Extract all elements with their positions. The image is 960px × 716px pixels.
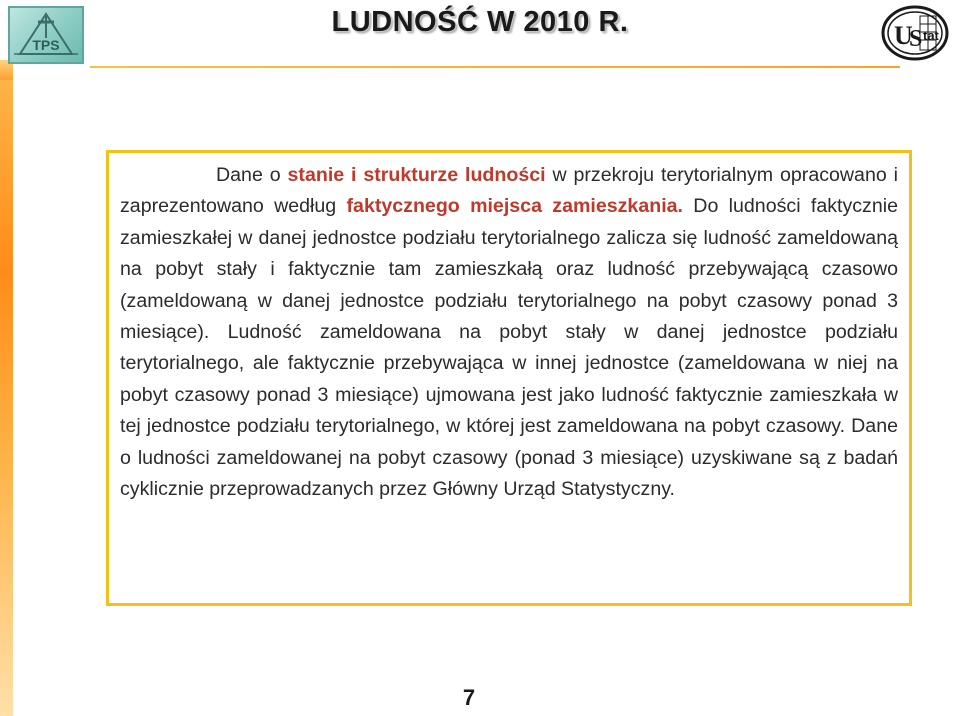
text-segment: Dane o: [216, 164, 288, 186]
svg-text:U: U: [894, 21, 913, 50]
body-paragraph: [120, 160, 898, 505]
text-segment: w przekroju terytorialnym opracowano i zaprezentowano według: [120, 164, 898, 218]
text-segment: Do ludności faktycznie zamieszkałej w danej jednostce podziału terytorialnego zalicza się ludność zameldowaną na pobyt stały i faktycznie tam zamieszkałą oraz ludność przebywającą czasowo (zameldowaną w danej jednostce podziału terytorialnego na pobyt czasowy ponad 3 miesiące). Ludność zameldowana na pobyt stały w danej jednostce podziału terytorialnego, ale faktycznie przebywająca w innej jednostce (zameldowana w niej na pobyt czasowy ponad 3 miesiące) ujmowana jest jako ludność faktycznie zamieszkała w tej jednostce podziału terytorialnego, w której jest zameldowana na pobyt czasowy. Dane o ludności zameldowanej na pobyt czasowy (ponad 3 miesiące) uzyskiwane są z badań cyklicznie przeprowadzanych przez Główny Urząd Statystyczny.: [120, 195, 898, 501]
ustat-logo-icon: [880, 4, 950, 62]
page-number: 7: [462, 685, 476, 710]
text-segment-highlight: faktycznego miejsca zamieszkania.: [346, 195, 683, 218]
tps-logo-text: TPS: [32, 37, 60, 53]
header-divider: [90, 66, 900, 68]
side-accent-bar: [0, 80, 13, 716]
svg-text:S: S: [909, 26, 923, 52]
svg-text:tat: tat: [923, 28, 939, 43]
page-title: LUDNOŚĆ W 2010 R.: [331, 6, 629, 38]
text-segment-highlight: stanie i strukturze ludności: [287, 164, 546, 186]
